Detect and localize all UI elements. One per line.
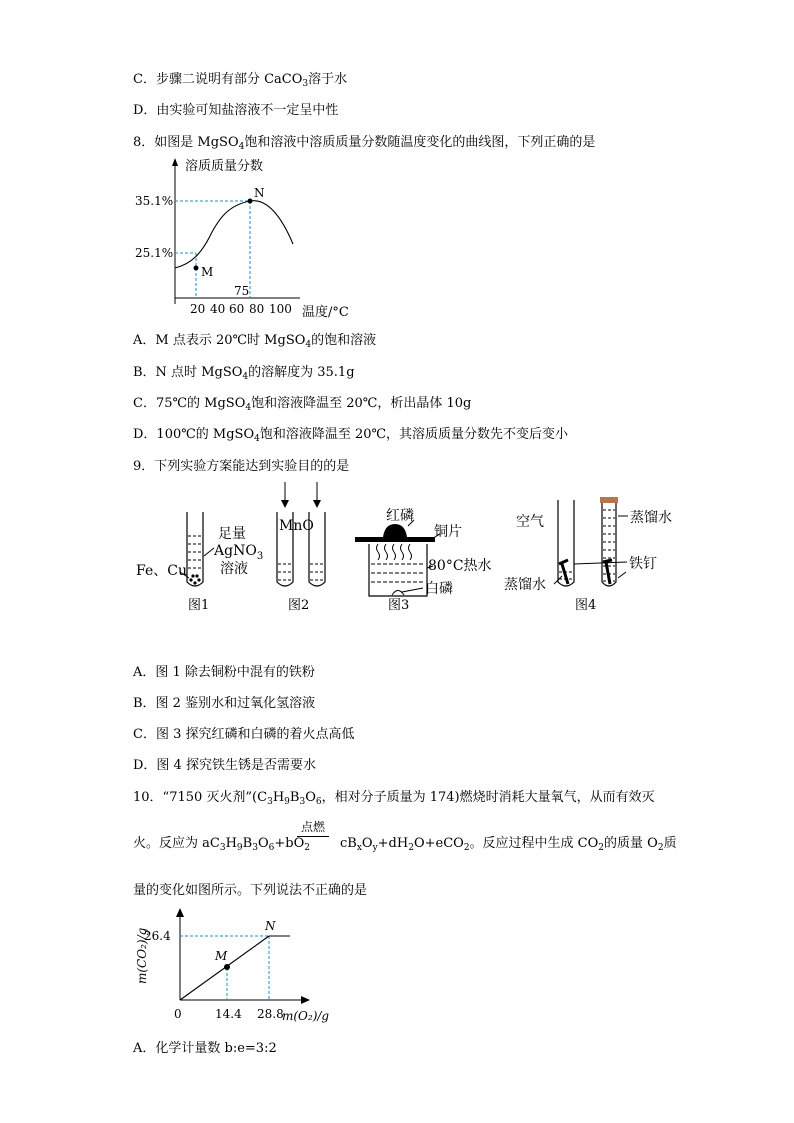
q10-stem-line3: 量的变化如图所示。下列说法不正确的是 <box>133 883 368 898</box>
q9-fig2-label: MnO <box>279 518 314 534</box>
q9-fig4-nail: 铁钉 <box>629 556 657 572</box>
q8-label-m: M <box>201 265 214 279</box>
q8-option-a: A．M 点表示 20℃时 MgSO$_4$的饱和溶液 <box>133 333 377 350</box>
q9-fig3-caption: 图3 <box>388 598 410 613</box>
q9-apparatus-figure <box>130 478 690 618</box>
q9-fig3-white-phosphorus <box>392 591 404 596</box>
q10-y-label: m(CO₂)/g <box>135 927 149 984</box>
q10-stem-line1: 10．“7150 灭火剂$”(C_3H_9B_3O_6$，相对分子质量为 174)燃烧时消耗大量氧气，从而有效灭 <box>133 790 655 807</box>
q8-xtick-100: 100 <box>269 302 292 316</box>
q9-fig1-label-a: 足量 <box>218 526 246 542</box>
q10-x-label: m(O₂)/g <box>282 1009 330 1023</box>
q9-option-c: C．图 3 探究红磷和白磷的着火点高低 <box>133 727 355 742</box>
q9-fig3-bottom: 白磷 <box>425 581 453 597</box>
q9-fig3-copper-plate <box>355 537 435 542</box>
q8-x-label: 温度/°C <box>302 305 349 320</box>
q9-fig1-tube <box>187 512 203 586</box>
q9-fig4-air: 空气 <box>516 514 544 530</box>
q9-fig1 <box>136 512 263 613</box>
q10-x-arrow <box>301 996 310 1004</box>
q9-fig1-left: Fe、Cu <box>136 563 187 579</box>
q10-ytick: 26.4 <box>144 929 171 943</box>
q10-point-m <box>224 964 230 970</box>
q10-reaction-condition: 点燃 <box>301 820 326 834</box>
q8-point-m <box>194 266 199 271</box>
q9-fig4-nail-right <box>606 562 610 584</box>
q10-xtick-144: 14.4 <box>215 1007 242 1021</box>
q7-option-c: C．步骤二说明有部分 CaCO$_3$溶于水 <box>133 72 348 89</box>
q9-fig2-arrow-left <box>281 500 289 508</box>
q8-option-d: D．100℃的 MgSO$_4$饱和溶液降温至 20℃，其溶质质量分数先不变后变小 <box>133 427 569 444</box>
q9-fig3-red-phosphorus <box>383 524 407 537</box>
q8-y-arrow <box>172 158 178 166</box>
q9-fig4-water-left: 蒸馏水 <box>504 577 546 593</box>
q8-xtick-20: 20 <box>190 302 206 316</box>
q8-marked-75: 75 <box>234 284 250 298</box>
q8-ytick-351: 35.1% <box>135 194 174 208</box>
q9-option-a: A．图 1 除去铜粉中混有的铁粉 <box>133 665 315 680</box>
q10-stem-line2: 火。反应为 $aC_3H_9B_3O_6+bO_2$ $cB_xO_y+dH_2O+eCO_2$。反应过程中生成 $CO_2$的质量 $O_2$质 <box>133 836 677 853</box>
q8-option-b: B．N 点时 MgSO$_4$的溶解度为 35.1g <box>133 365 355 382</box>
q8-option-c: C．75℃的 MgSO$_4$饱和溶液降温至 20℃，析出晶体 10g <box>133 396 472 413</box>
q8-point-n <box>248 199 253 204</box>
q10-label-m: M <box>215 949 228 963</box>
q9-fig3-water: 80°C热水 <box>428 558 492 574</box>
q9-stem: 9．下列实验方案能达到实验目的的是 <box>133 459 350 474</box>
q8-xtick-40: 40 <box>210 302 226 316</box>
q8-solubility-curve <box>175 201 293 268</box>
q9-fig1-label-b: AgNO$_3$ <box>214 543 264 562</box>
q9-fig4-nail-left <box>562 564 568 584</box>
q10-origin: 0 <box>174 1007 182 1021</box>
q9-fig3-top: 红磷 <box>386 508 414 524</box>
q10-xtick-288: 28.8 <box>257 1007 284 1021</box>
q8-xtick-60: 60 <box>229 302 245 316</box>
q9-fig2-arrow-right <box>313 500 321 508</box>
q10-mass-chart <box>132 902 372 1027</box>
q9-fig4-caption: 图4 <box>575 598 597 613</box>
q9-fig4-water-right: 蒸馏水 <box>630 510 672 526</box>
q9-fig4 <box>504 497 672 613</box>
q8-stem: 8．如图是 MgSO$_4$饱和溶液中溶质质量分数随温度变化的曲线图，下列正确的是 <box>133 135 596 152</box>
q9-fig2-caption: 图2 <box>288 598 310 613</box>
q10-y-arrow <box>176 908 184 917</box>
q9-fig4-stopper <box>600 497 618 503</box>
q8-xtick-80: 80 <box>249 302 265 316</box>
q9-fig3 <box>355 507 492 613</box>
q9-fig1-caption: 图1 <box>188 598 210 613</box>
q8-label-n: N <box>254 186 265 200</box>
q9-fig2 <box>277 482 325 613</box>
q10-option-a: A．化学计量数 b:e=3:2 <box>133 1041 277 1056</box>
q9-fig1-label-c: 溶液 <box>220 561 248 577</box>
q9-option-b: B．图 2 鉴别水和过氧化氢溶液 <box>133 696 316 711</box>
q9-option-d: D．图 4 探究铁生锈是否需要水 <box>133 758 316 773</box>
q7-option-d: D．由实验可知盐溶液不一定呈中性 <box>133 103 339 118</box>
q9-fig3-plate: 铜片 <box>434 524 462 540</box>
q8-ytick-251: 25.1% <box>135 246 174 260</box>
q10-label-n: N <box>265 919 276 933</box>
q8-solubility-chart <box>130 152 370 320</box>
q8-y-label: 溶质质量分数 <box>185 159 264 174</box>
